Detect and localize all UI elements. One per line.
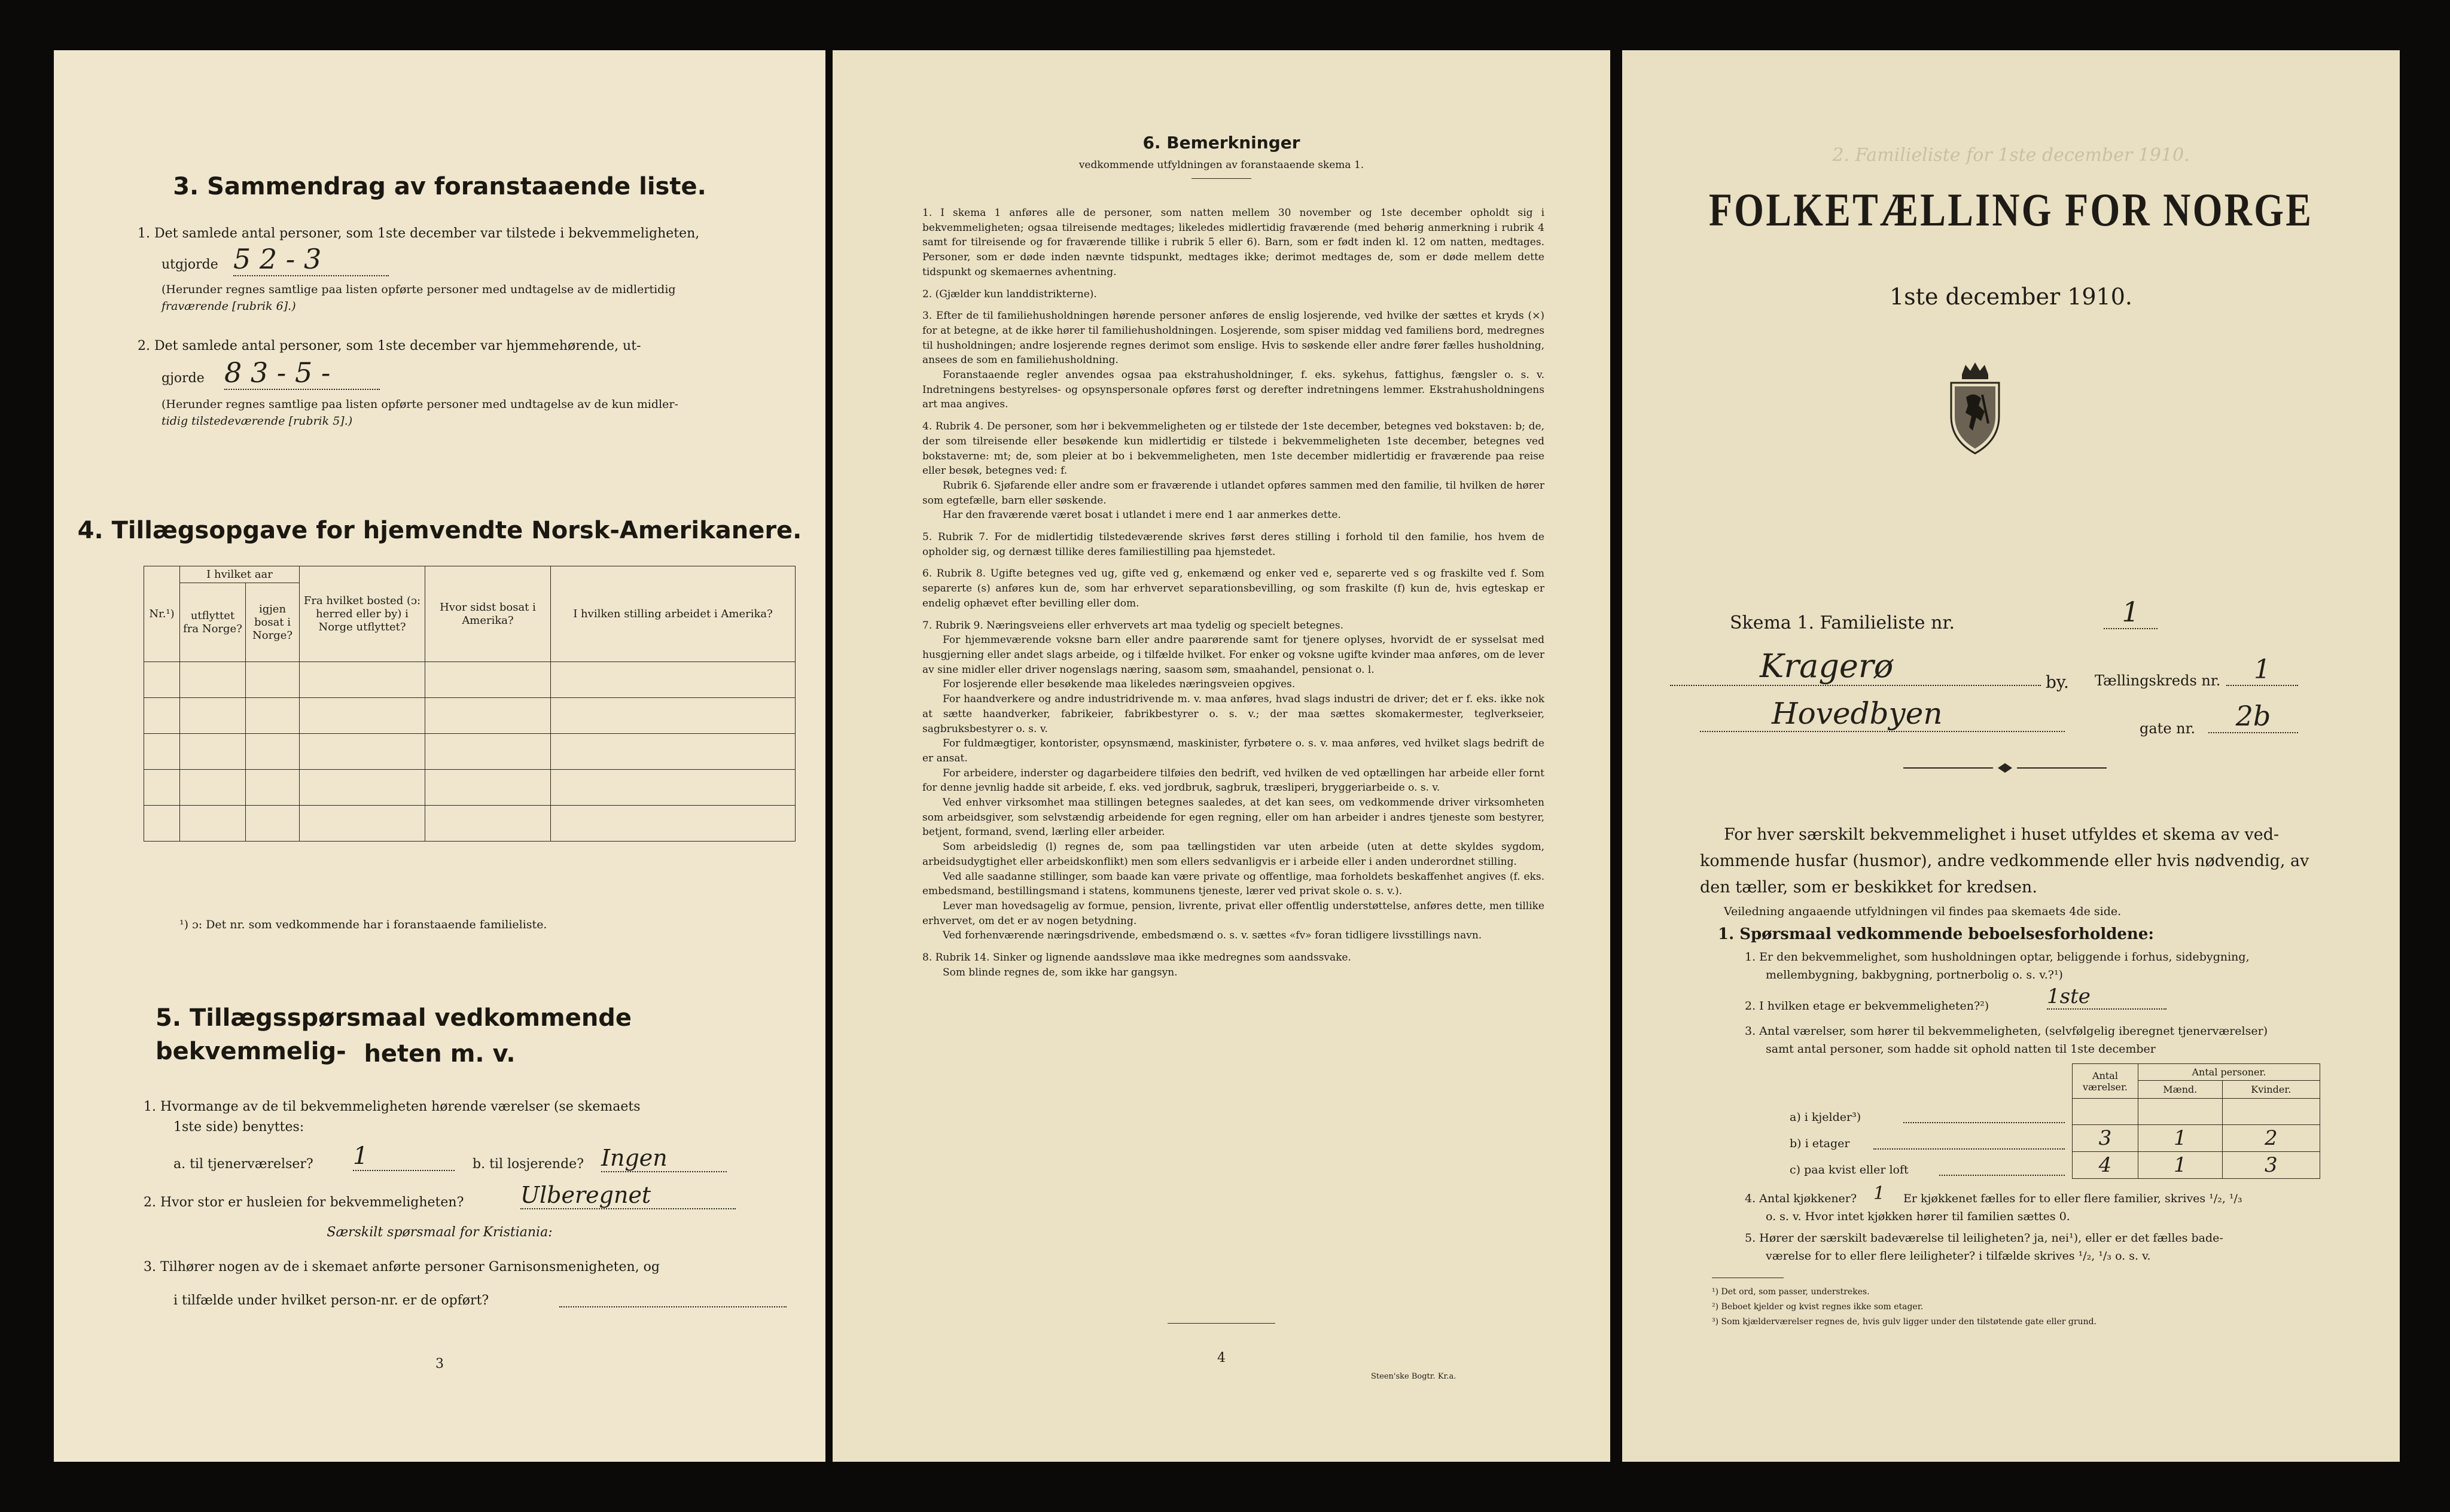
remark-paragraph: Foranstaaende regler anvendes ogsaa paa ekstrahusholdninger, f. eks. sykehus, fattighus, fængsler o. s. v. Indretningens bestyrelses- og opsynspersonale opføres først og derefter indretningens lemmer. Ekstrahusholdningens art maa angives. [922, 369, 1544, 411]
intro-line-2: kommende husfar (husmor), andre vedkommende eller hvis nødvendig, av [1700, 852, 2309, 870]
footnote-1: ¹) Det ord, som passer, understrekes. [1712, 1287, 1870, 1297]
footnote-3: ³) Som kjælderværelser regnes de, hvis gulv ligger under den tilstøtende gate eller grund. [1712, 1317, 2097, 1327]
census-date: 1ste december 1910. [1890, 284, 2132, 310]
row-c-vaerelser: 4 [2073, 1152, 2138, 1179]
s5-q1b-handwritten: Ingen [601, 1145, 727, 1172]
row-b-vaerelser: 3 [2073, 1125, 2138, 1152]
remark-paragraph: Ved alle saadanne stillinger, som baade kan være private og offentlige, maa forholdets beskaffenhet angives (f. eks. embedsmand, bestillingsmand i statens, kommunens tjeneste, lærer ved privat skole o. s. v.). [922, 870, 1544, 898]
remark-paragraph: 4. Rubrik 4. De personer, som hør i bekvemmeligheten og er tilstede der 1ste december, betegnes ved bokstaven: b; de, der som tilreisende eller besøkende kun midlertidig er tilstede i bekvemmeligheten 1ste december, betegnes ved bokstaverne: mt; de, som pleier at bo i bekvemmeligheten, men 1ste december midlertidig er fraværende paa reise eller besøk, betegnes ved: f. [922, 420, 1544, 477]
q2-label: 2. I hvilken etage er bekvemmeligheten?²) [1745, 999, 1989, 1013]
remark-paragraph: Har den fraværende været bosat i utlandet i mere end 1 aar anmerkes dette. [943, 509, 1341, 522]
gate-handwritten: Hovedbyen [1700, 696, 2065, 732]
s3-item1-note1: (Herunder regnes samtlige paa listen opførte personer med undtagelse av de midlertidig [161, 283, 676, 296]
s5-q1a-handwritten: 1 [353, 1142, 455, 1171]
remark-paragraph: 6. Rubrik 8. Ugifte betegnes ved ug, gifte ved g, enkemænd og enker ved e, separerte ved s og fraskilte ved f. Som separerte (s) anføres kun de, som har erhvervet separationsbevilling, og som fraskilte (f) kun de, hvis egteskap er endelig ophævet efter bevilling eller dom. [922, 568, 1544, 609]
remark-paragraph: 2. (Gjælder kun landdistrikterne). [922, 288, 1097, 300]
s3-item2-handwritten: 8 3 - 5 - [224, 356, 380, 390]
s3-item2-note1: (Herunder regnes samtlige paa listen opførte personer med undtagelse av de kun midler- [161, 398, 678, 411]
s5-q2-handwritten: Ulberegnet [520, 1182, 736, 1209]
row-a-vaerelser [2073, 1099, 2138, 1125]
row-a-kvinder [2222, 1099, 2320, 1125]
row-c-kvinder: 3 [2222, 1152, 2320, 1179]
by-label: by. [2046, 672, 2069, 692]
s5-q2-label: 2. Hvor stor er husleien for bekvemmeligheten? [144, 1195, 464, 1210]
left-page-number: 3 [435, 1356, 444, 1371]
kreds-handwritten: 1 [2226, 654, 2298, 686]
right-page [1622, 50, 2400, 1462]
skema-label: Skema 1. Familieliste nr. [1730, 612, 1955, 633]
footnote-2: ²) Beboet kjelder og kvist regnes ikke som etager. [1712, 1302, 1924, 1312]
s3-item2-note2: tidig tilstedeværende [rubrik 5].) [161, 414, 353, 428]
q4-handwritten: 1 [1873, 1183, 1885, 1204]
s3-item1-label: utgjorde [161, 257, 218, 272]
middle-page-number: 4 [1217, 1351, 1226, 1365]
rooms-table [2072, 1063, 2320, 1179]
by-handwritten: Kragerø [1670, 647, 2041, 686]
remark-paragraph: For hjemmeværende voksne barn eller andre paarørende samt for tjenere oplyses, hvorvidt de er sysselsat med husgjerning eller andet slags arbeide, og i tilfælde hvilket. For enker og voksne ugifte kvinder maa anføres, om de lever av sine midler eller driver nogenslags næring, saasom søm, smaahandel, pensionat o. l. [922, 634, 1544, 676]
t4-col-igjen: igjen bosat i Norge? [246, 583, 300, 662]
faded-heading: 2. Familieliste for 1ste december 1910. [1832, 145, 2190, 166]
row-b-maend: 1 [2138, 1125, 2223, 1152]
remark-paragraph: Som blinde regnes de, som ikke har gangsyn. [943, 966, 1178, 978]
t4-col-ihvilket: I hvilket aar [180, 566, 300, 583]
middle-page [833, 50, 1610, 1462]
s5-q1-text: 1. Hvormange av de til bekvemmeligheten hørende værelser (se skemaets [144, 1099, 641, 1114]
t4-col-fra: Fra hvilket bosted (ɔ: herred eller by) i Norge utflyttet? [300, 566, 425, 662]
s5-q1-text2: 1ste side) benyttes: [173, 1120, 304, 1135]
q3-text2: samt antal personer, som hadde sit ophold natten til 1ste december [1766, 1042, 2156, 1056]
t4-col-stilling: I hvilken stilling arbeidet i Amerika? [551, 566, 796, 662]
remark-paragraph: For losjerende eller besøkende maa likeledes næringsveien opgives. [943, 678, 1296, 691]
s3-item2-label: gjorde [161, 371, 205, 386]
intro-line-3: den tæller, som er beskikket for kredsen. [1700, 878, 2037, 897]
remark-paragraph: Lever man hovedsagelig av formue, pension, livrente, privat eller offentlig understøttelse, anføres dette, men tillike erhvervet, om det er av nogen betydning. [922, 900, 1544, 927]
s3-item2-text: 2. Det samlede antal personer, som 1ste december var hjemmehørende, ut- [138, 339, 641, 353]
divider [1192, 178, 1251, 179]
q5-text: 5. Hører der særskilt badeværelse til leiligheten? ja, nei¹), eller er det fælles bade- [1745, 1231, 2223, 1245]
q4-text2: o. s. v. Hvor intet kjøkken hører til familien sættes 0. [1766, 1210, 2070, 1223]
t4-col-hvor: Hvor sidst bosat i Amerika? [425, 566, 551, 662]
table-row [2073, 1099, 2320, 1125]
remark-paragraph: 1. I skema 1 anføres alle de personer, som natten mellem 30 november og 1ste december opholdt sig i bekvemmeligheten; ogsaa tilreisende medtages; likeledes midlertidig fraværende (med behørig anmerkning i rubrik 4 samt for tilreisende og for fraværende tillike i rubrik 5 eller 6). Barn, som er født inden kl. 12 om natten, medtages. Personer, som er døde inden nævnte tidspunkt, medtages ikke; derimot medtages de, som er døde mellem dette tidspunkt og skemaernes avhentning. [922, 207, 1544, 278]
remark-paragraph: 7. Rubrik 9. Næringsveiens eller erhvervets art maa tydelig og specielt betegnes. [922, 619, 1343, 632]
t4-footnote: ¹) ɔ: Det nr. som vedkommende har i foranstaaende familieliste. [179, 918, 547, 931]
s5-kristiania: Særskilt spørsmaal for Kristiania: [327, 1225, 553, 1240]
tbl-maend: Mænd. [2138, 1081, 2223, 1099]
remark-paragraph: For haandverkere og andre industridrivende m. v. maa anføres, hvad slags industri de driver; det er f. eks. ikke nok at sætte haandverker, fabrikeier, fabrikbestyrer o. s. v.; der maa sættes skomakermester, teglverkseier, sagbruksbestyrer o. s. v. [922, 693, 1544, 735]
section-5-title-1: 5. Tillægsspørsmaal vedkommende bekvemmelig- [156, 1004, 632, 1065]
tbl-antal-personer: Antal personer. [2138, 1064, 2320, 1081]
remark-paragraph: 5. Rubrik 7. For de midlertidig tilstedeværende skrives først deres stilling i forhold til den familie, hos hvem de opholder sig, og dernæst tillike deres familiestilling paa hjemstedet. [922, 531, 1544, 558]
kreds-label: Tællingskreds nr. [2095, 672, 2221, 689]
row-b-label: b) i etager [1790, 1137, 1850, 1150]
s3-item1-note2: fraværende [rubrik 6].) [161, 300, 296, 313]
section-3-title: 3. Sammendrag av foranstaaende liste. [173, 173, 706, 200]
remark-paragraph: Ved forhenværende næringsdrivende, embedsmænd o. s. v. sættes «fv» foran tidligere livsstillings navn. [943, 929, 1482, 942]
ornament-divider-icon [1903, 762, 2107, 776]
q3-text: 3. Antal værelser, som hører til bekvemmeligheten, (selvfølgelig iberegnet tjenerværelser) [1745, 1025, 2268, 1038]
q4-label: 4. Antal kjøkkener? [1745, 1192, 1857, 1205]
row-b-kvinder: 2 [2222, 1125, 2320, 1152]
row-a-leader [1903, 1122, 2065, 1123]
table-row [144, 734, 796, 770]
table-row [144, 770, 796, 806]
section-5-title-2: heten m. v. [364, 1040, 516, 1068]
tbl-kvinder: Kvinder. [2222, 1081, 2320, 1099]
remark-paragraph: 3. Efter de til familiehusholdningen hørende personer anføres de enslig losjerende, ved hvilke der sættes et kryds (×) for at betegne, at de ikke hører til familiehusholdningen. Losjerende, som spiser middag ved familiens bord, medregnes til husholdningen; andre losjerende regnes derimot som enslige. Hvis to søskende eller andre fører fælles husholdning, ansees de som en familiehusholdning. [922, 310, 1544, 367]
s5-q3-text: 3. Tilhører nogen av de i skemaet anførte personer Garnisonsmenigheten, og [144, 1260, 660, 1275]
divider [1168, 1323, 1275, 1324]
row-c-leader [1939, 1175, 2065, 1176]
remark-paragraph: Ved enhver virksomhet maa stillingen betegnes saaledes, at det kan sees, om vedkommende driver virksomheten som arbeidsgiver, som selvstændig arbeidende for egen regning, eller om han arbeider i andres tjeneste som bestyrer, betjent, formand, svend, lærling eller arbeider. [922, 797, 1544, 839]
row-c-label: c) paa kvist eller loft [1790, 1163, 1909, 1176]
s5-q3-text2: i tilfælde under hvilket person-nr. er de opført? [173, 1293, 489, 1308]
s5-q3-answer-line [559, 1306, 787, 1307]
remark-paragraph: 8. Rubrik 14. Sinker og lignende aandssløve maa ikke medregnes som aandssvake. [922, 952, 1351, 964]
q2-handwritten: 1ste [2047, 984, 2166, 1010]
row-a-label: a) i kjelder³) [1790, 1111, 1861, 1124]
table-row [144, 662, 796, 698]
printer-mark: Steen'ske Bogtr. Kr.a. [1371, 1372, 1456, 1381]
table-row [144, 698, 796, 734]
row-b-leader [1873, 1148, 2065, 1150]
q1-text2: mellembygning, bakbygning, portnerbolig o. s. v.?¹) [1766, 968, 2063, 981]
intro-line-4: Veiledning angaaende utfyldningen vil findes paa skemaets 4de side. [1724, 905, 2122, 918]
q4-text: Er kjøkkenet fælles for to eller flere familier, skrives ¹/₂, ¹/₃ [1903, 1192, 2242, 1205]
gate-nr-handwritten: 2b [2208, 700, 2298, 733]
table-row [2073, 1125, 2320, 1152]
skema-nr-handwritten: 1 [2104, 596, 2158, 629]
remark-paragraph: Rubrik 6. Sjøfarende eller andre som er fraværende i utlandet opføres sammen med den familie, til hvilken de hører som egtefælle, barn eller søskende. [922, 479, 1544, 507]
left-page [54, 50, 825, 1462]
remark-paragraph: For arbeidere, inderster og dagarbeidere tilføies den bedrift, ved hvilken de ved optællingen har arbeide eller fornt for denne jevnlig hadde sit arbeide, f. eks. ved jordbruk, sagbruk, træsliperi, bryggeriarbeide o. s. v. [922, 767, 1544, 794]
t4-col-nr: Nr.¹) [144, 566, 180, 662]
table-row [144, 806, 796, 842]
tbl-antal-vaerelser: Antal værelser. [2073, 1064, 2138, 1099]
s5-q1a-label: a. til tjenerværelser? [173, 1157, 313, 1172]
row-a-maend [2138, 1099, 2223, 1125]
table-row [2073, 1152, 2320, 1179]
s3-item1-text: 1. Det samlede antal personer, som 1ste december var tilstede i bekvemmeligheten, [138, 226, 700, 241]
remark-paragraph: Som arbeidsledig (l) regnes de, som paa tællingstiden var uten arbeide (uten at dette skyldes sygdom, arbeidsudygtighet eller arbeidskonflikt) men som ellers sedvanligvis er i arbeide eller i anden underordnet stilling. [922, 841, 1544, 868]
remarks-body [922, 199, 1544, 980]
q5-text2: værelse for to eller flere leiligheter? i tilfælde skrives ¹/₂, ¹/₃ o. s. v. [1766, 1249, 2151, 1263]
remark-paragraph: For fuldmægtiger, kontorister, opsynsmænd, maskinister, fyrbøtere o. s. v. maa anføres, ved hvilket slags bedrift de er ansat. [922, 737, 1544, 764]
t4-col-utflyttet: utflyttet fra Norge? [180, 583, 246, 662]
row-c-maend: 1 [2138, 1152, 2223, 1179]
s5-q1b-label: b. til losjerende? [473, 1157, 584, 1172]
intro-line-1: For hver særskilt bekvemmelighet i huset utfyldes et skema av ved- [1724, 825, 2280, 844]
gate-label: gate nr. [2140, 720, 2196, 737]
norwegian-coat-of-arms-icon [1939, 361, 2011, 457]
norsk-amerikanere-table [144, 566, 796, 842]
remarks-subtitle: vedkommende utfyldningen av foranstaaende skema 1. [1078, 159, 1364, 171]
main-title: FOLKETÆLLING FOR NORGE [1708, 184, 2314, 236]
remarks-title: 6. Bemerkninger [1142, 133, 1300, 153]
questions-heading: 1. Spørsmaal vedkommende beboelsesforholdene: [1718, 925, 2154, 943]
s3-item1-handwritten: 5 2 - 3 [233, 243, 389, 276]
section-4-title: 4. Tillægsopgave for hjemvendte Norsk-Amerikanere. [77, 517, 802, 544]
q1-text: 1. Er den bekvemmelighet, som husholdningen optar, beliggende i forhus, sidebygning, [1745, 950, 2250, 964]
